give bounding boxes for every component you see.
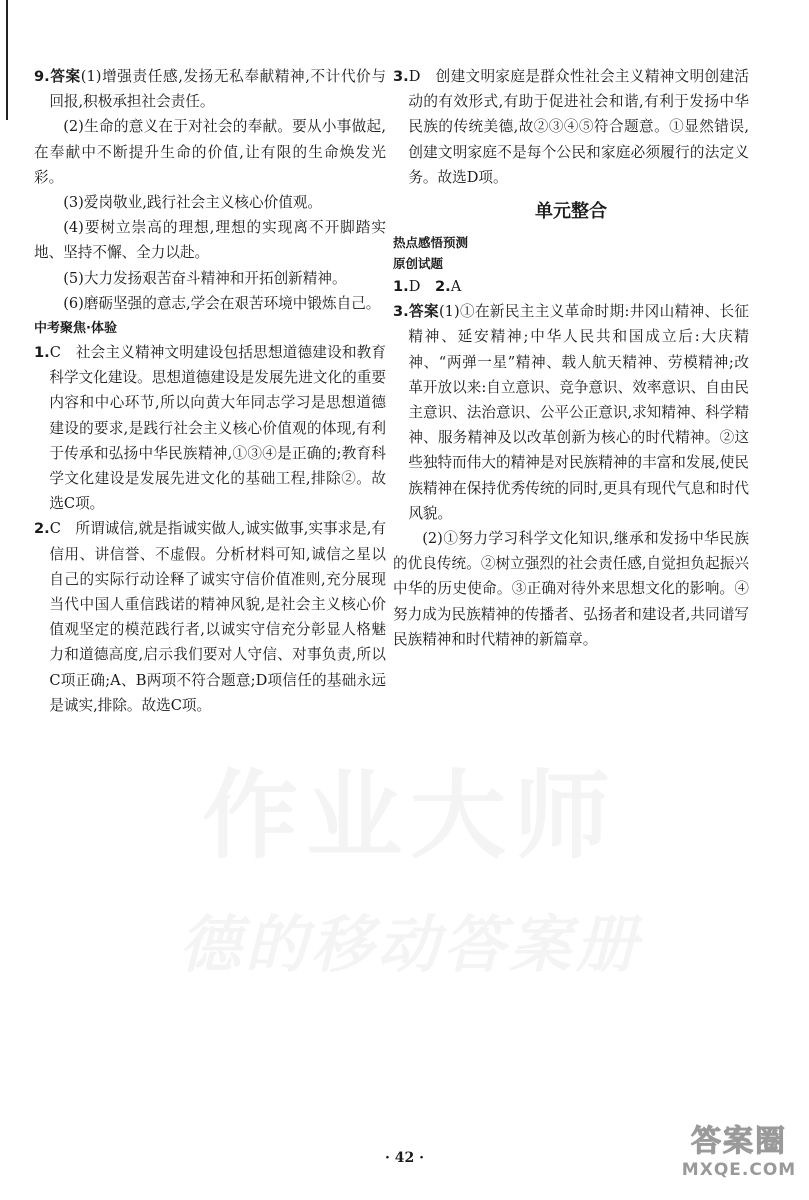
original-q3-answer-p2: (2)①努力学习科学文化知识,继承和发扬中华民族的优良传统。②树立强烈的社会责任感,自觉担负起振兴中华的历史使命。③正确对待外来思想文化的影响。④努力成为民族精神的传播者、弘扬者和建设者,共同谱写民族精神和时代精神的新篇章。 bbox=[393, 530, 749, 648]
original-q2-number: 2. bbox=[435, 278, 451, 296]
q9-answer-p2: (2)生命的意义在于对社会的奉献。要从小事做起,在奉献中不断提升生命的价值,让有限的生命焕发光彩。 bbox=[34, 118, 386, 186]
q9-answer-label: 答案 bbox=[49, 68, 81, 85]
original-q3-answer-label: 答案 bbox=[408, 303, 439, 321]
exam-q1-text: C 社会主义精神文明建设包括思想道德建设和教育科学文化建设。思想道德建设是发展先进文化的重要内容和中心环节,所以向黄大年同志学习是思想道德建设的要求,是践行社会主义核心价值观的体现,有利于传承和弘扬中华民族精神,①③④是正确的;教育科学文化建设是发展先进文化的基础工程,排除②。故选C项。 bbox=[49, 344, 386, 513]
left-edge-rule bbox=[6, 0, 8, 120]
exam-q2-number: 2. bbox=[34, 520, 50, 538]
section-heading-exam-focus: 中考聚焦·体验 bbox=[34, 321, 117, 337]
left-column bbox=[34, 64, 386, 718]
original-q2-answer: A bbox=[450, 278, 462, 296]
site-logo-stamp bbox=[676, 1110, 802, 1194]
stamp-logo-text: 答案圈 bbox=[691, 1124, 787, 1159]
original-q3-number: 3. bbox=[393, 303, 409, 321]
q9-answer-p3: (3)爱岗敬业,践行社会主义核心价值观。 bbox=[63, 194, 322, 212]
q9-answer-p1 bbox=[34, 64, 386, 114]
exam-q3-number: 3. bbox=[393, 68, 409, 85]
exam-q2-text: C 所谓诚信,就是指诚实做人,诚实做事,实事求是,有信用、讲信誉、不虚假。分析材料可知,诚信之星以自己的实际行动诠释了诚实守信价值准则,充分展现当代中国人重信践诺的精神风貌,是社会主义核心价值观坚定的模范践行者,以诚实守信充分彰显人格魅力和道德高度,启示我们要对人守信、对事负责,所以C项正确;A、B两项不符合题意;D项信任的基础永远是诚实,排除。故选C项。 bbox=[49, 520, 386, 714]
exam-q1-number: 1. bbox=[34, 344, 50, 362]
q9-answer-p5: (5)大力发扬艰苦奋斗精神和开拓创新精神。 bbox=[63, 269, 347, 287]
watermark-subtitle bbox=[150, 895, 670, 984]
q9-answer-p4: (4)要树立崇高的理想,理想的实现离不开脚踏实地、坚持不懈、全力以赴。 bbox=[34, 219, 386, 262]
q9-answer-p6: (6)磨砺坚强的意志,学会在艰苦环境中锻炼自己。 bbox=[63, 294, 381, 312]
q9-p1-text: (1)增强责任感,发扬无私奉献精神,不计代价与回报,积极承担社会责任。 bbox=[49, 68, 386, 111]
section-heading-hot-topics: 热点感悟预测 bbox=[393, 235, 469, 251]
original-q3-answer-p1 bbox=[393, 299, 749, 526]
right-column bbox=[393, 64, 749, 652]
exam-q3-answer bbox=[393, 64, 749, 190]
unit-summary-title: 单元整合 bbox=[535, 201, 607, 223]
original-q1-number: 1. bbox=[393, 278, 409, 296]
page-number: · 42 · bbox=[385, 1150, 424, 1166]
exam-q3-text: D 创建文明家庭是群众性社会主义精神文明创建活动的有效形式,有助于促进社会和谐,有利于发扬中华民族的传统美德,故②③④⑤符合题意。①显然错误,创建文明家庭不是每个公民和家庭必须履行的法定义务。故选D项。 bbox=[408, 68, 749, 186]
original-q1-answer: D bbox=[408, 278, 421, 296]
exam-q2-answer bbox=[34, 516, 386, 718]
original-q1-q2-answers bbox=[393, 274, 749, 299]
exam-q1-answer bbox=[34, 340, 386, 516]
section-heading-original: 原创试题 bbox=[393, 256, 444, 272]
stamp-url-text: MXQE.COM bbox=[681, 1160, 797, 1180]
original-q3-p1-text: (1)①在新民主主义革命时期:井冈山精神、长征精神、延安精神;中华人民共和国成立后:大庆精神、“两弹一星”精神、载人航天精神、劳模精神;改革开放以来:自立意识、竞争意识、效率意识、自由民主意识、法治意识、公平公正意识,求知精神、科学精神、服务精神及以改革创新为核心的时代精神。②这些独特而伟大的精神是对民族精神的丰富和发展,使民族精神在保持优秀传统的同时,更具有现代气息和时代风貌。 bbox=[408, 303, 749, 522]
q9-number: 9. bbox=[34, 68, 50, 85]
watermark-title bbox=[190, 740, 630, 877]
